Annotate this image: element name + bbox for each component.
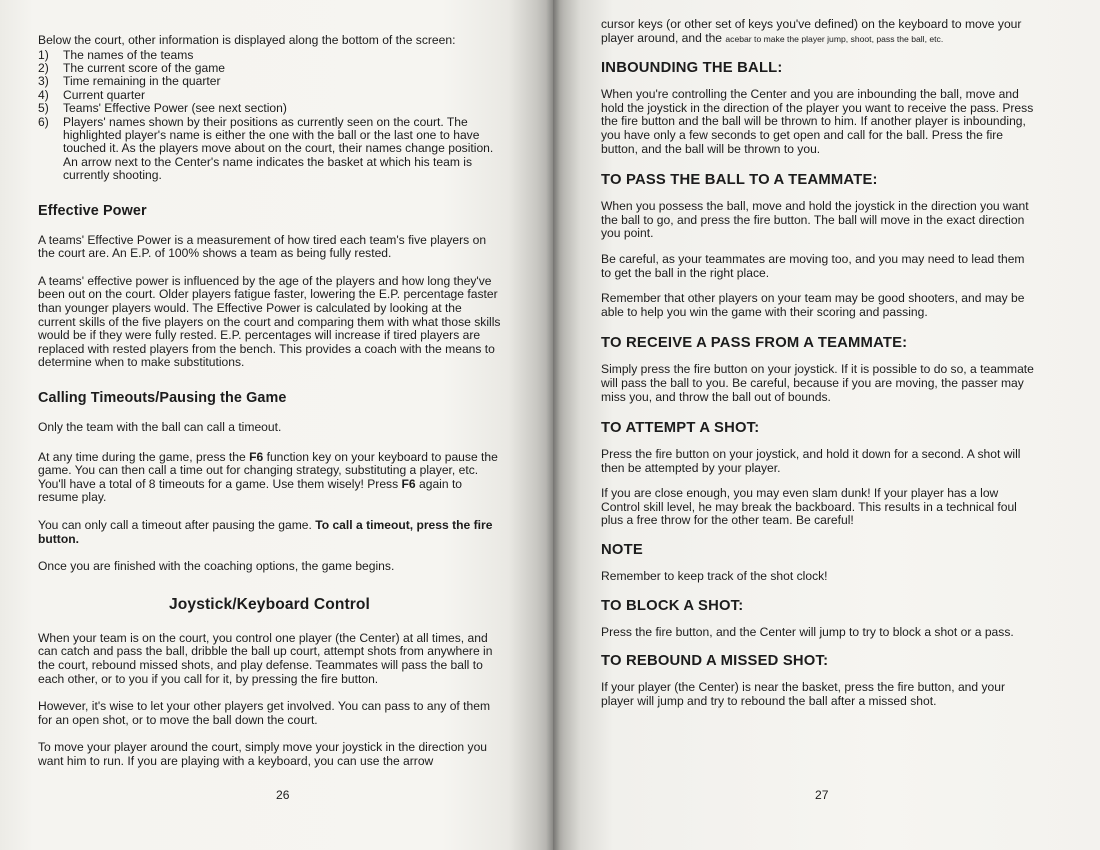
block-heading: TO BLOCK A SHOT: [601,597,744,614]
list-item: 4) Current quarter [38,87,146,102]
pass-paragraph-3: Remember that other players on your team may be good shooters, and may be able to help you win the game with their scoring and passing. [601,291,1025,319]
inbounding-paragraph: When you're controlling the Center and you are inbounding the ball, move and hold the joystick in the direction of the player you want to receive the pass. Press the fire button and the ball will be thrown to him. If another player is inbounding, you have only a few seconds to get open and call for the ball. Press the fire button, and the ball will be thrown to you. [601,87,1034,156]
pass-paragraph-1: When you possess the ball, move and hold the joystick in the direction you want the ball to go, and press the fire button. The ball will move in the exact direction you point. [601,199,1029,241]
list-item: 3) Time remaining in the quarter [38,74,221,89]
list-item: 2) The current score of the game [38,61,226,75]
list-item: 5) Teams' Effective Power (see next section) [38,101,287,116]
screen-info-list [38,49,501,183]
f6-key-label: F6 [401,476,416,491]
effective-power-paragraph-1: A teams' Effective Power is a measurement of how tired each team's five players on the court are. An E.P. of 100% shows a team as being fully rested. [38,232,487,261]
pass-paragraph-2: Be careful, as your teammates are moving too, and you may need to lead them to get the ball in the right place. [601,251,1025,280]
timeouts-heading: Calling Timeouts/Pausing the Game [38,390,287,406]
timeouts-paragraph-2: At any time during the game, press the F6 function key on your keyboard to pause the game. You can then call a time out for changing strategy, substituting a player, etc. You'll have a total of 8 timeouts for a game. Use them wisely! Press F6 again to resume play. [38,449,498,505]
inbounding-heading: INBOUNDING THE BALL: [601,60,783,77]
rebound-heading: TO REBOUND A MISSED SHOT: [601,653,829,670]
continued-paragraph: cursor keys (or other set of keys you've defined) on the keyboard to move your player around, and the acebar to make the player jump, shoot, pass the ball, etc. [601,17,1022,45]
list-item: 6) Players' names shown by their positions as currently seen on the court. The highlighted player's name is either the one with the ball or the last one to have touched it. As the players move about on the court, their names change position. An arrow next to the Center's name indicates the basket at which his team is currently shooting. [38,114,494,183]
effective-power-paragraph-2: A teams' effective power is influenced by the age of the players and how long they've been out on the court. Older players fatigue faster, lowering the E.P. percentage faster than younger players would. The Effective Power is calculated by looking at the current skills of the five players on the court and comparing them with what those skills would be if they were fully rested. E.P. percentages will increase if tired players are replaced with rested players from the bench. This provides a coach with the means to determine when to make substitutions. [38,273,501,370]
shot-paragraph-2: If you are close enough, you may even slam dunk! If your player has a low Control skill level, he may break the backboard. This results in a technical foul plus a free throw for the other team. Be careful! [601,486,1017,528]
timeouts-paragraph-3: You can only call a timeout after pausing the game. To call a timeout, press the fire button. [38,517,493,546]
effective-power-heading: Effective Power [38,202,147,219]
receive-heading: TO RECEIVE A PASS FROM A TEAMMATE: [601,335,908,352]
timeouts-paragraph-4: Once you are finished with the coaching options, the game begins. [38,559,395,574]
control-paragraph-3: To move your player around the court, simply move your joystick in the direction you want him to run. If you are playing with a keyboard, you can use the arrow [38,740,488,768]
book-gutter [546,0,560,850]
shot-heading: TO ATTEMPT A SHOT: [601,420,760,437]
note-heading: NOTE [601,542,643,559]
pass-heading: TO PASS THE BALL TO A TEAMMATE: [601,172,878,189]
f6-key-label: F6 [249,449,264,464]
rebound-paragraph: If your player (the Center) is near the basket, press the fire button, and your player will jump and try to rebound the ball after a missed shot. [601,680,1006,708]
timeouts-paragraph-1: Only the team with the ball can call a timeout. [38,420,282,434]
page-number: 26 [276,788,290,802]
note-paragraph: Remember to keep track of the shot clock! [601,569,828,584]
right-page [553,0,1100,850]
block-paragraph: Press the fire button, and the Center will jump to try to block a shot or a pass. [601,624,1014,639]
shot-paragraph-1: Press the fire button on your joystick, and hold it down for a second. A shot will then be attempted by your player. [601,447,1021,475]
control-heading: Joystick/Keyboard Control [169,595,370,613]
list-item: 1) The names of the teams [38,47,194,62]
intro-paragraph: Below the court, other information is displayed along the bottom of the screen: [38,33,456,47]
control-paragraph-1: When your team is on the court, you control one player (the Center) at all times, and can catch and pass the ball, dribble the ball up court, attempt shots from anywhere in the court, rebound missed shots, and play defense. Teammates will pass the ball to each other, or to you if you call for it, by pressing the fire button. [38,630,493,686]
receive-paragraph: Simply press the fire button on your joystick. If it is possible to do so, a teammate will pass the ball to you. Be careful, because if you are moving, the passer may miss you, and throw the ball out of bounds. [601,362,1034,404]
page-number: 27 [815,788,829,802]
control-paragraph-2: However, it's wise to let your other players get involved. You can pass to any of them for an open shot, or to move the ball down the court. [38,699,491,727]
